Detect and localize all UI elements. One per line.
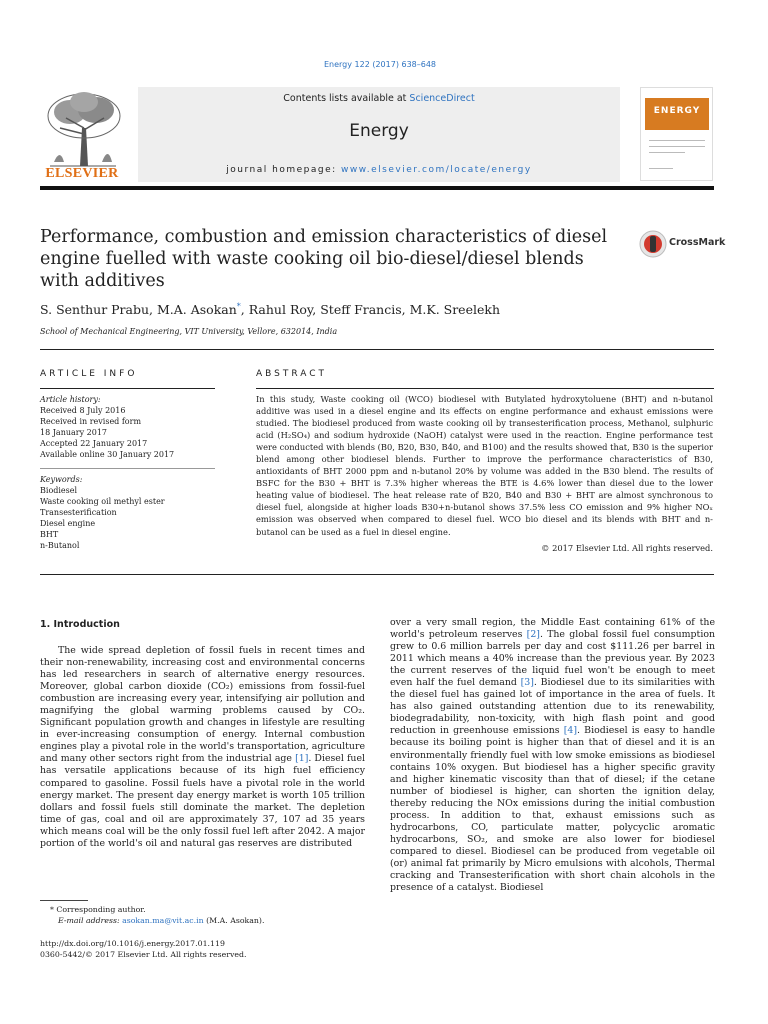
keywords-label: Keywords:: [40, 475, 83, 484]
abstract-copyright: © 2017 Elsevier Ltd. All rights reserved.: [541, 543, 713, 553]
journal-cover-image: [640, 87, 713, 181]
keywords-rule: [40, 468, 215, 469]
paper-title: Performance, combustion and emission characteristics of diesel engine fuelled with waste cooking oil bio-diesel/diesel blends with additives: [40, 227, 608, 291]
history-item: 18 January 2017: [40, 428, 108, 437]
journal-citation[interactable]: Energy 122 (2017) 638–648: [323, 60, 437, 69]
reference-link-1[interactable]: [1]: [295, 753, 309, 765]
journal-title: Energy: [349, 121, 409, 141]
abstract-heading: ABSTRACT: [256, 369, 328, 379]
header-rule: [40, 186, 714, 190]
affiliation: School of Mechanical Engineering, VIT University, Vellore, 632014, India: [40, 327, 338, 336]
abstract-text: In this study, Waste cooking oil (WCO) biodiesel with Butylated hydroxytoluene (BHT) and n-butanol additive was used in a diesel engine and its effects on engine performance and exhaust emissions were studied. The biodiesel produced from waste cooking oil by transesterification process, Methanol, sulphuric acid (H₂SO₄) and sodium hydroxide (NaOH) catalyst were used in the reaction. Engine performance test were conducted with blends (B0, B20, B30, B40, and B100) and the results showed that, B30 is the superior blend among other biodiesel blends. Further to improve the performance characteristics of B30, antioxidants of BHT 2000 ppm and n-butanol 20% by volume was added in the B30 blend. The results of BSFC for the B30 + BHT is 7.3% higher whereas the BTE is 4.6% lower than diesel due to the lower heating value of biodiesel. The heat release rate of B20, B40 and B30 + BHT are almost synchronous to diesel fuel, alongside at higher loads B30+n-butanol shows 37.5% less CO emission and 9% higher NOₓ emission was observed when compared to diesel fuel. WCO bio diesel and its blends with BHT and n-butanol can be used as a fuel in diesel engine.: [256, 394, 713, 537]
keyword-item: Diesel engine: [40, 519, 96, 528]
history-item: Accepted 22 January 2017: [40, 439, 148, 448]
introduction-heading: 1. Introduction: [40, 619, 120, 630]
reference-link-2[interactable]: [2]: [526, 629, 540, 641]
corresponding-author-note: * Corresponding author.: [50, 905, 146, 914]
article-info-heading: ARTICLE INFO: [40, 369, 138, 379]
history-item: Available online 30 January 2017: [40, 450, 175, 459]
crossmark-label: CrossMark: [669, 237, 726, 248]
crossmark-icon: [639, 230, 667, 258]
reference-link-4[interactable]: [4]: [563, 725, 578, 737]
keywords-block: [40, 474, 165, 551]
history-item: Received 8 July 2016: [40, 406, 126, 415]
body-column-right: [390, 617, 715, 894]
article-history: [40, 394, 174, 460]
authors-line: S. Senthur Prabu, M.A. Asokan*, Rahul Roy, Steff Francis, M.K. Sreelekh: [40, 302, 500, 318]
journal-header-box: [138, 87, 620, 182]
sciencedirect-link[interactable]: ScienceDirect: [409, 93, 475, 104]
body-column-left: [40, 645, 365, 850]
intro-paragraph-continued: over a very small region, the Middle East containing 61% of the world's petroleum reserves [2]. The global fossil fuel consumption grew to 0.6 million barrels per day and cost $111.26 per barrel in 2011 which means a 40% increase than the previous year. By 2023 the current reserves of the liquid fuel won't be enough to meet even half the fuel demand [3]. Biodiesel due to its similarities with the diesel fuel has gained lot of importance in the area of fuels. It has also gained outstanding attention due to its renewability, biodegradability, non-toxicity, with high flash point and good reduction in greenhouse emissions [4]. Biodiesel is easy to handle because its boiling point is higher than that of diesel and it is an environmentally friendly fuel with low smoke emissions as biodiesel contains 10% oxygen. But biodiesel has a higher specific gravity and higher kinematic viscosity than that of diesel; if the cetane number of biodiesel is higher, can shorten the ignition delay, thereby reducing the NOx emissions during the initial combustion process. In addition to that, exhaust emissions such as hydrocarbons, CO, particulate matter, polycyclic aromatic hydrocarbons, SO₂, and smoke are also lower for biodiesel compared to diesel. Biodiesel can be produced from vegetable oil (or) animal fat primarily by Micro emulsions with alcohols, Thermal cracking and Transesterification with short chain alcohols in the presence of a catalyst. Biodiesel: [390, 617, 715, 894]
history-item: Received in revised form: [40, 417, 142, 426]
elsevier-wordmark: ELSEVIER: [45, 166, 119, 181]
intro-paragraph: The wide spread depletion of fossil fuels in recent times and their non-renewability, increasing cost and environmental concerns has led researchers in search of alternative energy resources. Moreover, global carbon dioxide (CO₂) emissions from fossil-fuel combustion are increasing every year, intensifying air pollution and magnifying the global warming problems caused by CO₂. Significant population growth and changes in lifestyle are resulting in ever-increasing consumption of energy. Internal combustion engines play a pivotal role in the world's transportation, agriculture and many other sectors right from the industrial age [1]. Diesel fuel has versatile applications because of its high fuel efficiency compared to gasoline. Fossil fuels have a pivotal role in the world energy market. The present day energy market is worth 105 trillion dollars and fossil fuels still dominate the market. The depletion time of gas, coal and oil are approximately 37, 107 ad 35 years which means coal will be the only fossil fuel left after 2042. A major portion of the world's oil and natural gas reserves are distributed: [40, 645, 366, 849]
keyword-item: Transesterification: [40, 508, 117, 517]
corresponding-author-mark[interactable]: *: [236, 302, 241, 311]
reference-link-3[interactable]: [3]: [520, 677, 534, 689]
article-info-rule: [40, 388, 215, 389]
keyword-item: Biodiesel: [40, 486, 78, 495]
journal-homepage-line: journal homepage: www.elsevier.com/locate/energy: [226, 165, 532, 175]
keyword-item: BHT: [40, 530, 59, 539]
abstract-rule: [256, 388, 714, 389]
journal-homepage-link[interactable]: www.elsevier.com/locate/energy: [341, 165, 532, 175]
keyword-item: Waste cooking oil methyl ester: [40, 497, 165, 506]
cover-title: ENERGY: [653, 106, 701, 116]
abstract-bottom-rule: [40, 574, 714, 575]
author-email-link[interactable]: asokan.ma@vit.ac.in: [122, 916, 204, 925]
article-history-label: Article history:: [40, 395, 101, 404]
footnote-rule: [40, 900, 88, 901]
authors-rule: [40, 349, 714, 350]
contents-line: Contents lists available at ScienceDirect: [283, 93, 475, 104]
issn-copyright: 0360-5442/© 2017 Elsevier Ltd. All rights reserved.: [40, 950, 247, 959]
email-note: E-mail address: asokan.ma@vit.ac.in (M.A. Asokan).: [58, 916, 265, 925]
keyword-item: n-Butanol: [40, 541, 80, 550]
crossmark-button[interactable]: [639, 230, 726, 258]
doi-link[interactable]: http://dx.doi.org/10.1016/j.energy.2017.01.119: [40, 939, 225, 948]
